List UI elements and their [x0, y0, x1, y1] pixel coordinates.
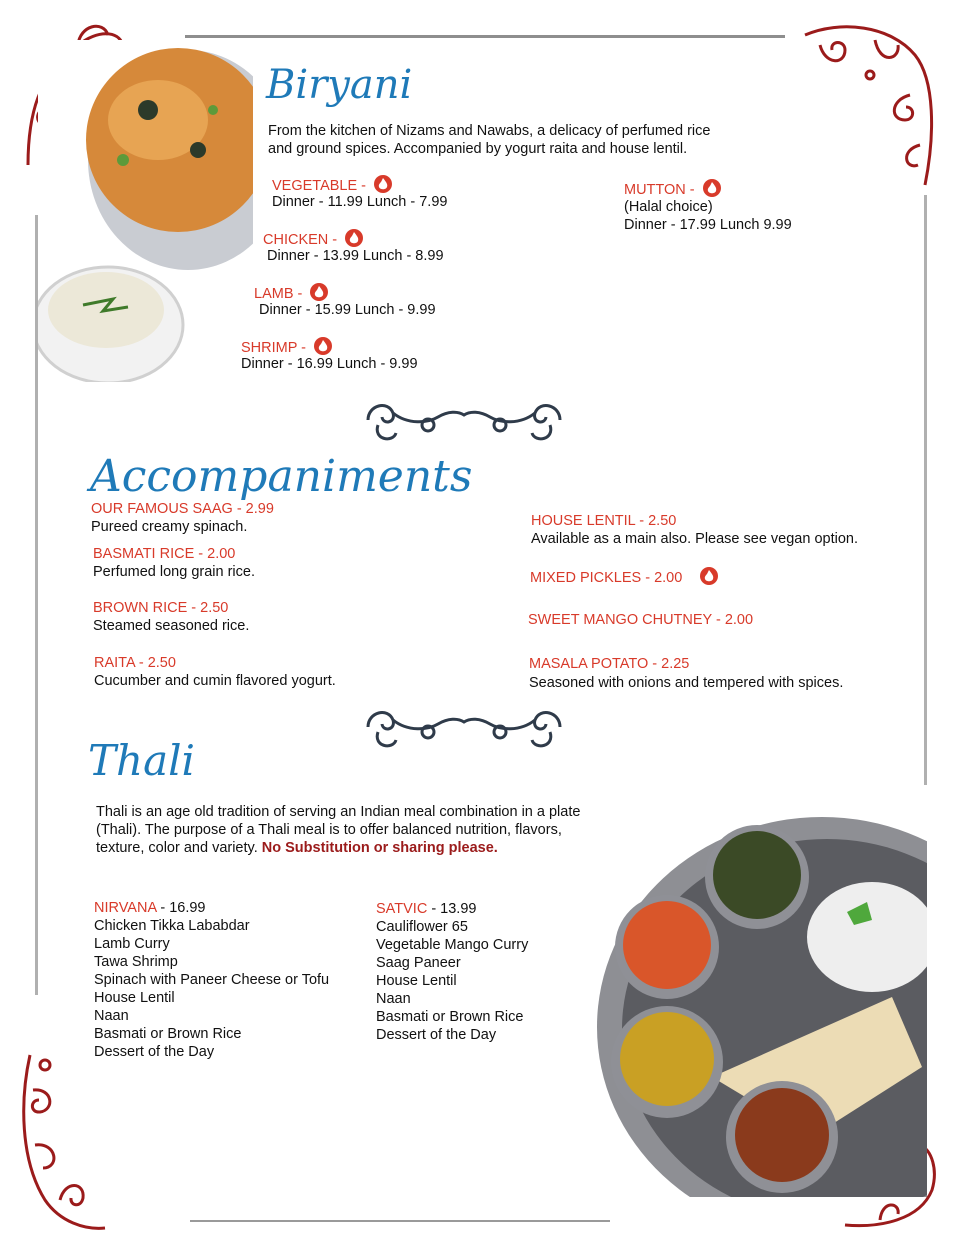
thali-price: - 13.99 [427, 901, 477, 917]
thali-nirvana-header [94, 899, 206, 917]
spicy-flame-icon [700, 567, 718, 585]
biryani-description-line1: From the kitchen of Nizams and Nawabs, a delicacy of perfumed rice [268, 123, 711, 139]
thali-name: SATVIC [376, 901, 428, 917]
thali-description-line3 [96, 839, 498, 857]
thali-nirvana-list [94, 917, 329, 1061]
list-item: Dessert of the Day [94, 1044, 215, 1060]
biryani-item-price: Dinner - 13.99 Lunch - 8.99 [267, 248, 444, 264]
list-item: Saag Paneer [376, 955, 461, 971]
frame-right-line [924, 195, 927, 785]
list-item: Basmati or Brown Rice [376, 1009, 524, 1025]
biryani-item-shrimp [241, 337, 332, 357]
no-substitution-note: No Substitution or sharing please. [261, 840, 498, 856]
list-item: House Lentil [94, 990, 175, 1006]
thali-price: - 16.99 [156, 900, 206, 916]
frame-top-line [185, 35, 785, 38]
thali-name: NIRVANA [94, 900, 157, 916]
corner-flourish-icon [15, 1050, 110, 1235]
biryani-description-line2: and ground spices. Accompanied by yogurt raita and house lentil. [268, 141, 688, 157]
corner-flourish-icon [800, 15, 940, 190]
item-name: VEGETABLE - [272, 178, 367, 194]
accomp-item-desc: Cucumber and cumin flavored yogurt. [94, 673, 336, 689]
accomp-item-name: SWEET MANGO CHUTNEY - 2.00 [528, 612, 754, 628]
thali-photo [592, 797, 927, 1197]
list-item: Cauliflower 65 [376, 919, 468, 935]
item-name: SHRIMP - [241, 340, 306, 356]
spicy-flame-icon [703, 179, 721, 197]
biryani-item-price: Dinner - 11.99 Lunch - 7.99 [272, 194, 448, 210]
thali-satvic-list [376, 918, 528, 1044]
accomp-item-name: RAITA - 2.50 [94, 655, 176, 671]
list-item: Spinach with Paneer Cheese or Tofu [94, 972, 330, 988]
item-name: CHICKEN - [263, 232, 338, 248]
biryani-title: Biryani [266, 62, 413, 108]
accomp-item-name: MIXED PICKLES - 2.00 [530, 570, 683, 586]
biryani-item-chicken [263, 229, 363, 249]
accomp-item-name: BASMATI RICE - 2.00 [93, 546, 236, 562]
accomp-item-name: MASALA POTATO - 2.25 [529, 656, 690, 672]
list-item: House Lentil [376, 973, 457, 989]
thali-title: Thali [88, 736, 195, 785]
item-name: MUTTON - [624, 182, 695, 198]
biryani-item-vegetable [272, 175, 392, 195]
accomp-item-desc: Seasoned with onions and tempered with spices. [529, 675, 844, 691]
accomp-item-desc: Steamed seasoned rice. [93, 618, 250, 634]
thali-description-text: texture, color and variety. [96, 840, 258, 856]
accomp-item-desc: Perfumed long grain rice. [93, 564, 255, 580]
divider-scroll-icon [358, 395, 570, 445]
list-item: Vegetable Mango Curry [376, 937, 529, 953]
spicy-flame-icon [310, 283, 328, 301]
list-item: Lamb Curry [94, 936, 170, 952]
thali-satvic-header [376, 900, 476, 918]
list-item: Chicken Tikka Lababdar [94, 918, 250, 934]
biryani-item-lamb [254, 283, 328, 303]
list-item: Naan [94, 1008, 129, 1024]
list-item: Dessert of the Day [376, 1027, 497, 1043]
biryani-item-price: Dinner - 15.99 Lunch - 9.99 [259, 302, 436, 318]
biryani-item-price: Dinner - 16.99 Lunch - 9.99 [241, 356, 418, 372]
divider-scroll-icon [358, 702, 570, 752]
list-item: Tawa Shrimp [94, 954, 178, 970]
thali-description-line2: (Thali). The purpose of a Thali meal is to offer balanced nutrition, flavors, [96, 822, 562, 838]
accomp-item-name: OUR FAMOUS SAAG - 2.99 [91, 501, 274, 517]
biryani-photo [38, 40, 253, 382]
spicy-flame-icon [314, 337, 332, 355]
frame-bottom-line [190, 1220, 610, 1222]
list-item: Naan [376, 991, 411, 1007]
spicy-flame-icon [374, 175, 392, 193]
accompaniments-title: Accompaniments [90, 451, 473, 502]
accomp-item-mixed-pickles [530, 567, 718, 587]
accomp-item-desc: Available as a main also. Please see vegan option. [531, 531, 859, 547]
biryani-item-price: Dinner - 17.99 Lunch 9.99 [624, 217, 792, 233]
list-item: Basmati or Brown Rice [94, 1026, 242, 1042]
accomp-item-name: HOUSE LENTIL - 2.50 [531, 513, 677, 529]
accomp-item-name: BROWN RICE - 2.50 [93, 600, 229, 616]
thali-description-line1: Thali is an age old tradition of serving an Indian meal combination in a plate [96, 804, 581, 820]
item-name: LAMB - [254, 286, 303, 302]
biryani-item-mutton [624, 179, 721, 199]
mutton-note: (Halal choice) [624, 199, 713, 215]
accomp-item-desc: Pureed creamy spinach. [91, 519, 248, 535]
spicy-flame-icon [345, 229, 363, 247]
